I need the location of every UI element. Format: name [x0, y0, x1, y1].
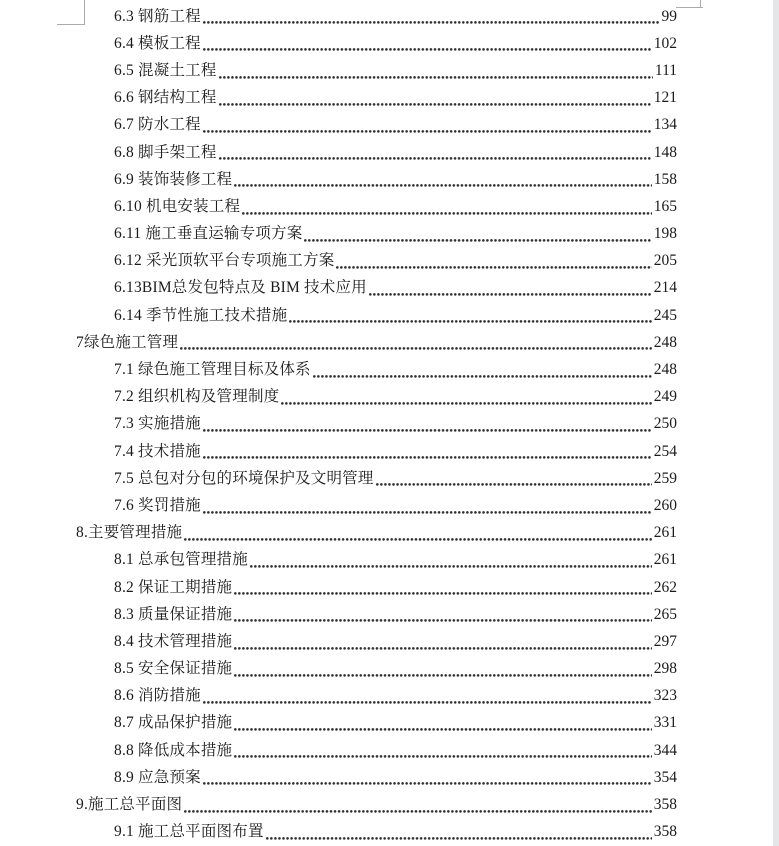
toc-entry-label: 8.3 质量保证措施: [114, 605, 233, 623]
toc-entry[interactable]: [0, 193, 779, 220]
toc-entry[interactable]: [0, 791, 779, 818]
toc-entry-page-number: 261: [653, 551, 677, 569]
toc-entry[interactable]: [0, 465, 779, 492]
toc-entry[interactable]: [0, 601, 779, 628]
dot-leader: [376, 483, 652, 486]
toc-entry-page-number: 111: [654, 61, 677, 79]
toc-entry-page-number: 298: [653, 660, 677, 678]
toc-entry[interactable]: [0, 520, 779, 547]
toc-entry-label: 7.4 技术措施: [114, 442, 201, 460]
toc-entry-page-number: 249: [653, 388, 677, 406]
toc-entry-page-number: 262: [653, 578, 677, 596]
toc-entry-label: 7.5 总包对分包的环境保护及文明管理: [114, 469, 374, 487]
toc-entry[interactable]: [0, 547, 779, 574]
toc-entry-label: 8.1 总承包管理措施: [114, 551, 248, 569]
toc-entry[interactable]: [0, 85, 779, 112]
toc-entry-page-number: 121: [653, 89, 677, 107]
toc-entry-label: 6.14 季节性施工技术措施: [114, 306, 288, 324]
toc-entry-label: 6.3 钢筋工程: [114, 7, 201, 25]
toc-entry-label: 6.9 装饰装修工程: [114, 170, 233, 188]
dot-leader: [281, 402, 651, 405]
dot-leader: [242, 212, 652, 215]
dot-leader: [369, 293, 652, 296]
toc-entry-label: 6.8 脚手架工程: [114, 143, 217, 161]
toc-entry-page-number: 344: [653, 741, 677, 759]
toc-entry-label: 7绿色施工管理: [76, 333, 179, 351]
toc-entry-label: 8.2 保证工期措施: [114, 578, 233, 596]
toc-entry[interactable]: [0, 710, 779, 737]
toc-entry-label: 6.12 采光顶软平台专项施工方案: [114, 252, 335, 270]
dot-leader: [250, 565, 652, 568]
toc-entry[interactable]: [0, 492, 779, 519]
toc-entry-page-number: 331: [653, 714, 677, 732]
toc-entry-page-number: 261: [653, 524, 677, 542]
toc-entry[interactable]: [0, 248, 779, 275]
toc-entry-page-number: 358: [653, 796, 677, 814]
toc-entry[interactable]: [0, 275, 779, 302]
toc-entry-page-number: 323: [653, 687, 677, 705]
dot-leader: [203, 511, 652, 514]
toc-entry[interactable]: [0, 411, 779, 438]
toc-entry-page-number: 259: [653, 469, 677, 487]
dot-leader: [203, 456, 652, 459]
toc-entry-page-number: 358: [653, 823, 677, 841]
toc-entry[interactable]: [0, 139, 779, 166]
toc-entry[interactable]: [0, 112, 779, 139]
toc-entry-label: 6.13BIM总发包特点及 BIM 技术应用: [114, 279, 367, 297]
toc-entry[interactable]: [0, 302, 779, 329]
dot-leader: [203, 701, 652, 704]
dot-leader: [304, 239, 651, 242]
dot-leader: [234, 184, 651, 187]
toc-entry-label: 6.5 混凝土工程: [114, 61, 217, 79]
toc-entry[interactable]: [0, 628, 779, 655]
toc-entry-page-number: 265: [653, 605, 677, 623]
dot-leader: [203, 130, 652, 133]
dot-leader: [219, 157, 652, 160]
dot-leader: [234, 647, 651, 650]
dot-leader: [234, 728, 651, 731]
toc-entry-page-number: 214: [653, 279, 677, 297]
dot-leader: [219, 103, 652, 106]
toc-entry-label: 7.3 实施措施: [114, 415, 201, 433]
toc-entry-label: 8.8 降低成本措施: [114, 741, 233, 759]
dot-leader: [184, 538, 652, 541]
toc-entry-label: 8.4 技术管理措施: [114, 632, 233, 650]
toc-entry-label: 7.2 组织机构及管理制度: [114, 388, 280, 406]
toc-entry-page-number: 165: [653, 197, 677, 215]
toc-entry[interactable]: [0, 819, 779, 846]
dot-leader: [219, 76, 653, 79]
dot-leader: [203, 782, 652, 785]
toc-entry-label: 7.6 奖罚措施: [114, 496, 201, 514]
toc-entry-page-number: 102: [653, 34, 677, 52]
toc-entry-page-number: 245: [653, 306, 677, 324]
toc-entry-label: 7.1 绿色施工管理目标及体系: [114, 361, 311, 379]
toc-entry-label: 6.10 机电安装工程: [114, 197, 241, 215]
toc-entry[interactable]: [0, 438, 779, 465]
dot-leader: [234, 592, 651, 595]
toc-entry[interactable]: [0, 384, 779, 411]
toc-entry-label: 8.5 安全保证措施: [114, 660, 233, 678]
toc-entry-label: 8.9 应急预案: [114, 768, 201, 786]
dot-leader: [313, 375, 652, 378]
toc-entry-label: 6.6 钢结构工程: [114, 89, 217, 107]
dot-leader: [266, 837, 652, 840]
toc-entry-page-number: 254: [653, 442, 677, 460]
dot-leader: [184, 810, 652, 813]
toc-entry-page-number: 248: [653, 361, 677, 379]
toc-entry[interactable]: [0, 574, 779, 601]
toc-entry[interactable]: [0, 30, 779, 57]
toc-entry[interactable]: [0, 166, 779, 193]
dot-leader: [203, 429, 652, 432]
dot-leader: [180, 347, 652, 350]
toc-entry-page-number: 260: [653, 496, 677, 514]
toc-entry-page-number: 158: [653, 170, 677, 188]
toc-entry-page-number: 354: [653, 768, 677, 786]
dot-leader: [336, 266, 651, 269]
toc-entry-label: 6.11 施工垂直运输专项方案: [114, 225, 303, 243]
toc-entry-page-number: 148: [653, 143, 677, 161]
toc-entry[interactable]: [0, 764, 779, 791]
toc-entry[interactable]: [0, 683, 779, 710]
toc-entry-page-number: 297: [653, 632, 677, 650]
toc-entry-label: 8.6 消防措施: [114, 687, 201, 705]
toc-entry-page-number: 134: [653, 116, 677, 134]
toc-entry[interactable]: [0, 3, 779, 30]
dot-leader: [203, 48, 652, 51]
toc-entry[interactable]: [0, 656, 779, 683]
toc-entry[interactable]: [0, 57, 779, 84]
toc-entry[interactable]: [0, 737, 779, 764]
toc-entry[interactable]: [0, 329, 779, 356]
dot-leader: [234, 674, 651, 677]
toc-entry-label: 6.7 防水工程: [114, 116, 201, 134]
toc-entry-page-number: 250: [653, 415, 677, 433]
toc-entry-page-number: 99: [661, 7, 677, 25]
toc-entry-page-number: 205: [653, 252, 677, 270]
dot-leader: [203, 21, 660, 24]
toc-entry[interactable]: [0, 221, 779, 248]
toc-entry-page-number: 198: [653, 225, 677, 243]
toc-entry-label: 9.施工总平面图: [76, 796, 183, 814]
toc-entry-label: 6.4 模板工程: [114, 34, 201, 52]
table-of-contents: [0, 3, 779, 846]
dot-leader: [289, 320, 651, 323]
dot-leader: [234, 619, 651, 622]
toc-entry-label: 8.主要管理措施: [76, 524, 183, 542]
toc-entry-label: 8.7 成品保护措施: [114, 714, 233, 732]
toc-entry[interactable]: [0, 356, 779, 383]
toc-entry-label: 9.1 施工总平面图布置: [114, 823, 264, 841]
toc-entry-page-number: 248: [653, 333, 677, 351]
dot-leader: [234, 755, 651, 758]
